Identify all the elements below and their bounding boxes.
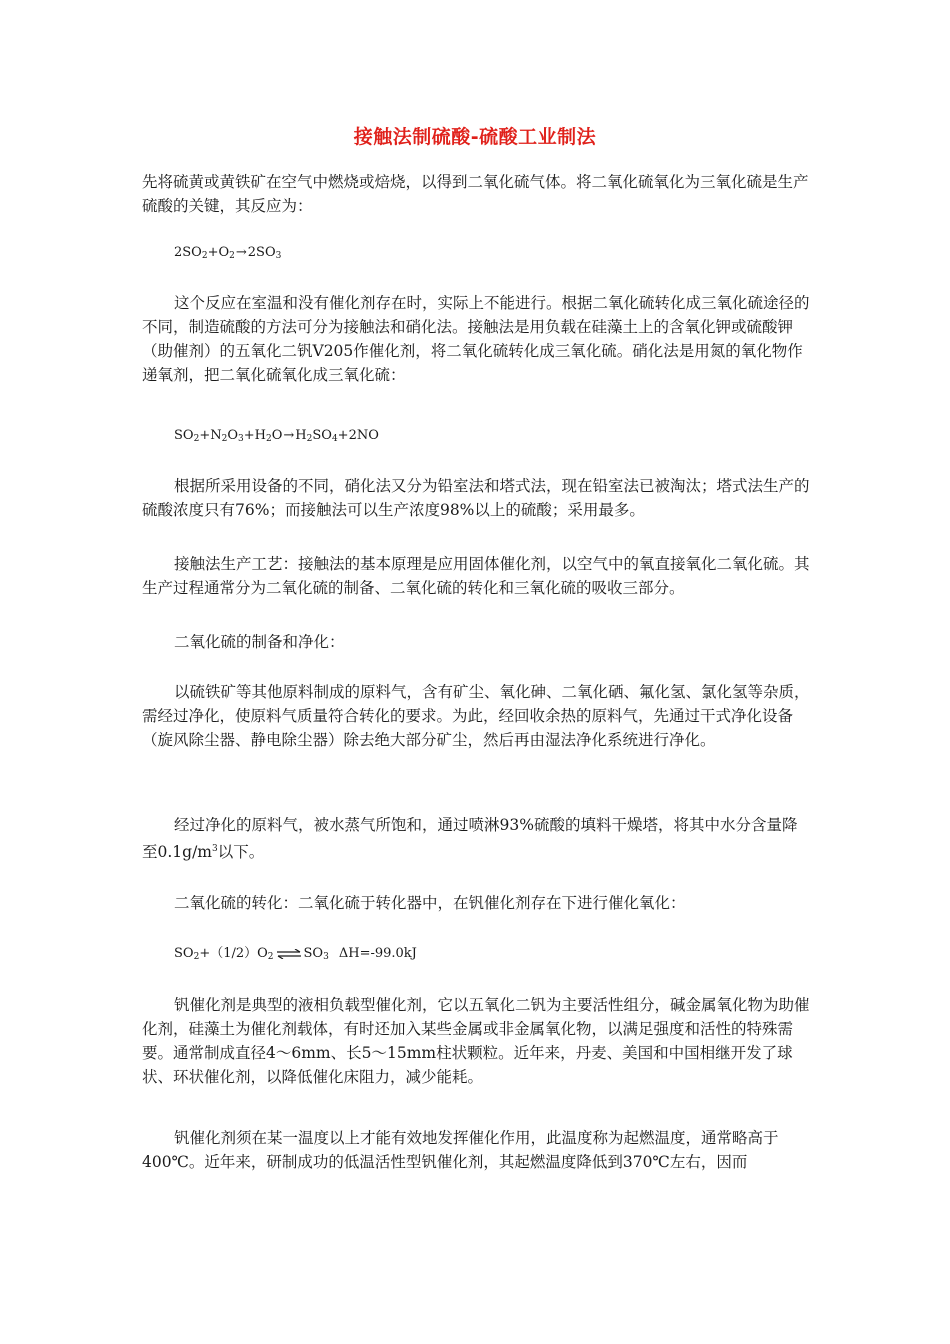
reaction-arrow-icon: →	[235, 245, 247, 260]
eq-term: SO	[303, 946, 324, 961]
eq-subscript: 3	[275, 251, 282, 261]
eq-subscript: 2	[267, 952, 274, 962]
eq-enthalpy: ΔH=-99.0kJ	[338, 946, 417, 961]
superscript: 3	[212, 844, 218, 854]
eq-term: +H	[243, 428, 266, 443]
eq-subscript: 2	[193, 434, 200, 444]
eq-term: SO	[312, 428, 332, 443]
eq-term: 2SO	[247, 245, 276, 260]
eq-term: +N	[199, 428, 222, 443]
drying-text: 经过净化的原料气，被水蒸气所饱和，通过喷淋93%硫酸的填料干燥塔，将其中水分含量降至0.1g/m	[142, 816, 798, 862]
equation-catalytic-oxidation	[174, 944, 417, 967]
paragraph-vanadium-catalyst: 钒催化剂是典型的液相负载型催化剂，它以五氧化二钒为主要活性组分，碱金属氧化物为助催化剂，硅藻土为催化剂载体，有时还加入某些金属或非金属氧化物，以满足强度和活性的特殊需要。通常制成直径4～6mm、长5～15mm柱状颗粒。近年来，丹麦、美国和中国相继开发了球状、环状催化剂，以降低催化床阻力，减少能耗。	[142, 996, 810, 1086]
paragraph-nitration-types: 根据所采用设备的不同，硝化法又分为铅室法和塔式法，现在铅室法已被淘汰；塔式法生产的硫酸浓度只有76%；而接触法可以生产浓度98%以上的硫酸；采用最多。	[142, 477, 810, 519]
paragraph-contact-process: 接触法生产工艺：接触法的基本原理是应用固体催化剂，以空气中的氧直接氧化二氧化硫。其生产过程通常分为二氧化硫的制备、二氧化硫的转化和三氧化硫的吸收三部分。	[142, 555, 810, 597]
drying-text-end: 以下。	[217, 843, 265, 862]
eq-subscript: 2	[201, 251, 208, 261]
eq-term: +2NO	[337, 428, 379, 443]
eq-term: 2SO	[174, 245, 202, 260]
equation-nitration	[174, 426, 379, 449]
paragraph-heading-preparation: 二氧化硫的制备和净化：	[174, 633, 345, 651]
paragraph-conversion: 二氧化硫的转化：二氧化硫于转化器中，在钒催化剂存在下进行催化氧化：	[174, 894, 686, 912]
eq-term: O	[271, 428, 283, 443]
eq-term: O	[227, 428, 238, 443]
paragraph-intro: 先将硫黄或黄铁矿在空气中燃烧或焙烧，以得到二氧化硫气体。将二氧化硫氧化为三氧化硫是生产硫酸的关键，其反应为：	[142, 173, 809, 215]
eq-subscript: 4	[331, 434, 338, 444]
eq-subscript: 3	[238, 434, 244, 444]
eq-subscript: 2	[265, 434, 272, 444]
eq-term: SO	[174, 946, 194, 961]
eq-subscript: 2	[306, 434, 313, 444]
page-title: 接触法制硫酸-硫酸工业制法	[353, 126, 597, 148]
eq-subscript: 3	[323, 952, 329, 962]
equation-so2-oxidation	[174, 243, 281, 266]
eq-subscript: 2	[229, 251, 235, 261]
eq-subscript: 2	[221, 434, 228, 444]
eq-term: +（1/2）O	[199, 946, 268, 961]
reaction-arrow-icon: →	[283, 428, 295, 443]
eq-subscript: 2	[193, 952, 200, 962]
equilibrium-arrow-icon	[276, 949, 302, 959]
paragraph-methods: 这个反应在室温和没有催化剂存在时，实际上不能进行。根据二氧化硫转化成三氧化硫途径的不同，制造硫酸的方法可分为接触法和硝化法。接触法是用负载在硅藻土上的含氧化钾或硫酸钾（助催剂）的五氧化二钒V205作催化剂，将二氧化硫转化成三氧化硫。硝化法是用氮的氧化物作递氧剂，把二氧化硫氧化成三氧化硫：	[142, 294, 810, 384]
eq-term: SO	[174, 428, 194, 443]
paragraph-ignition-temperature: 钒催化剂须在某一温度以上才能有效地发挥催化作用，此温度称为起燃温度，通常略高于400℃。近年来，研制成功的低温活性型钒催化剂，其起燃温度降低到370℃左右，因而	[142, 1129, 779, 1171]
eq-term: +O	[207, 245, 230, 260]
eq-term: H	[295, 428, 307, 443]
paragraph-purification: 以硫铁矿等其他原料制成的原料气，含有矿尘、氧化砷、二氧化硒、氟化氢、氯化氢等杂质，需经过净化，使原料气质量符合转化的要求。为此，经回收余热的原料气，先通过干式净化设备（旋风除尘器、静电除尘器）除去绝大部分矿尘，然后再由湿法净化系统进行净化。	[142, 683, 810, 749]
paragraph-drying	[142, 813, 812, 864]
